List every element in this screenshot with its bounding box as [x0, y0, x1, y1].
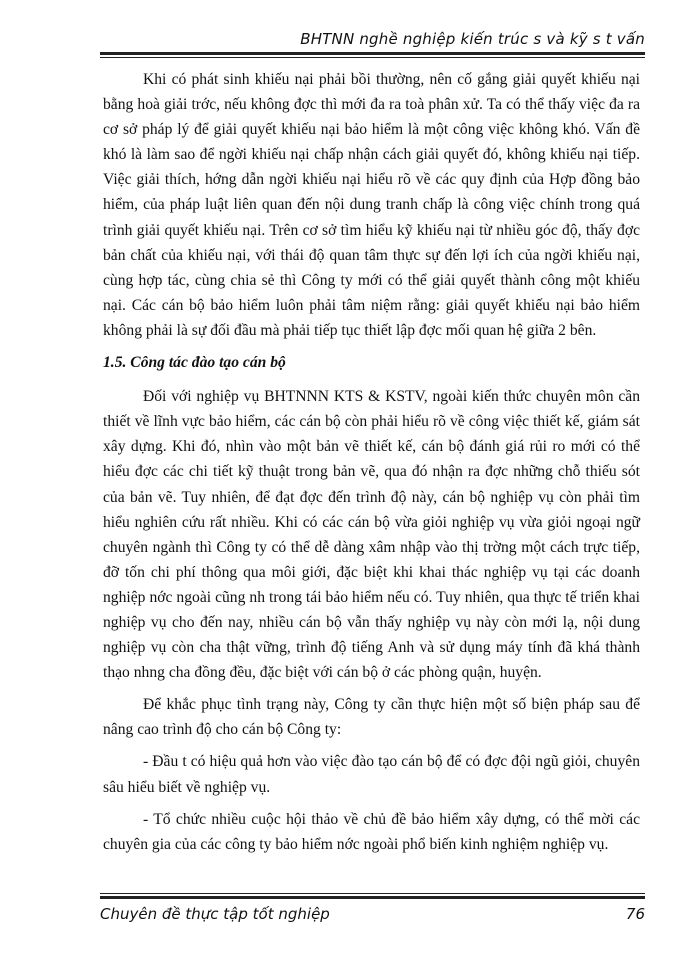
- page-footer: [100, 893, 645, 923]
- page-number: 76: [625, 905, 645, 923]
- header-title: BHTNN nghề nghiệp kiến trúc s và kỹ s t vấn: [300, 30, 645, 48]
- footer-row: [100, 905, 645, 923]
- page-header: [100, 30, 645, 58]
- list-item-seminars: - Tổ chức nhiều cuộc hội thảo về chủ đề bảo hiểm xây dựng, có thể mời các chuyên gia của các công ty bảo hiểm nớc ngoài phổ biến kinh nghiệm nghiệp vụ.: [103, 810, 640, 853]
- header-rule-thin: [100, 57, 645, 58]
- section-heading: 1.5. Công tác đào tạo cán bộ: [103, 354, 286, 372]
- page-body: [103, 67, 640, 864]
- paragraph-measures-intro: Để khắc phục tình trạng này, Công ty cần thực hiện một số biện pháp sau để nâng cao trình độ cho cán bộ Công ty:: [103, 696, 640, 739]
- list-item-invest-training: - Đầu t có hiệu quả hơn vào việc đào tạo cán bộ để có đợc đội ngũ giỏi, chuyên sâu hiểu biết về nghiệp vụ.: [103, 753, 640, 796]
- header-rule-thick: [100, 52, 645, 55]
- paragraph-complaints: Khi có phát sinh khiếu nại phải bồi thường, nên cố gắng giải quyết khiếu nại bằng hoà giải trớc, nếu không đợc thì mới đa ra toà phân xử. Ta có thể thấy việc đa ra cơ sở pháp lý để giải quyết khiếu nại bảo hiểm là một công việc không khó. Vấn đề khó là làm sao để ngời khiếu nại chấp nhận cách giải quyết đó, không khiếu nại tiếp. Việc giải thích, hớng dẫn ngời khiếu nại hiểu rõ về các quy định của Hợp đồng bảo hiểm, của pháp luật liên quan đến nội dung tranh chấp là công việc chính trong quá trình giải quyết khiếu nại. Trên cơ sở tìm hiểu kỹ khiếu nại từ nhiều góc độ, thấy đợc bản chất của khiếu nại, với thái độ quan tâm thực sự đến lợi ích của ngời khiếu nại, cùng hợp tác, cùng chia sẻ thì Công ty mới có thể giải quyết thành công một khiếu nại. Các cán bộ bảo hiểm luôn phải tâm niệm rằng: giải quyết khiếu nại bảo hiểm không phải là sự đối đầu mà phải tiếp tục thiết lập đợc mối quan hệ giữa 2 bên.: [103, 71, 640, 339]
- footer-label: Chuyên đề thực tập tốt nghiệp: [100, 905, 330, 923]
- paragraph-training-needs: Đối với nghiệp vụ BHTNNN KTS & KSTV, ngoài kiến thức chuyên môn cần thiết về lĩnh vực bảo hiểm, các cán bộ còn phải hiểu rõ về công việc thiết kế, giám sát xây dựng. Khi đó, nhìn vào một bản vẽ thiết kế, cán bộ đánh giá rủi ro mới có thể hiểu đợc các chi tiết kỹ thuật trong bản vẽ, qua đó nhận ra đợc những chỗ thiếu sót của bản vẽ. Tuy nhiên, để đạt đợc đến trình độ này, cán bộ nghiệp vụ còn phải tìm hiểu nghiên cứu rất nhiều. Khi có các cán bộ vừa giỏi nghiệp vụ vừa giỏi ngoại ngữ chuyên ngành thì Công ty có thể dễ dàng xâm nhập vào thị trờng một cách trực tiếp, đỡ tốn chi phí thông qua môi giới, đặc biệt khi khai thác nghiệp vụ tại các doanh nghiệp nớc ngoài cũng nh trong tái bảo hiểm nếu có. Tuy nhiên, qua thực tế triển khai nghiệp vụ cho đến nay, nhiều cán bộ vẫn thấy nghiệp vụ này còn mới lạ, nội dung nghiệp vụ còn cha thật vững, trình độ tiếng Anh và sử dụng máy tính đã khá thành thạo nhng cha đồng đều, đặc biệt với cán bộ ở các phòng quận, huyện.: [103, 388, 640, 682]
- footer-rule-thick: [100, 896, 645, 899]
- footer-rule-thin: [100, 893, 645, 894]
